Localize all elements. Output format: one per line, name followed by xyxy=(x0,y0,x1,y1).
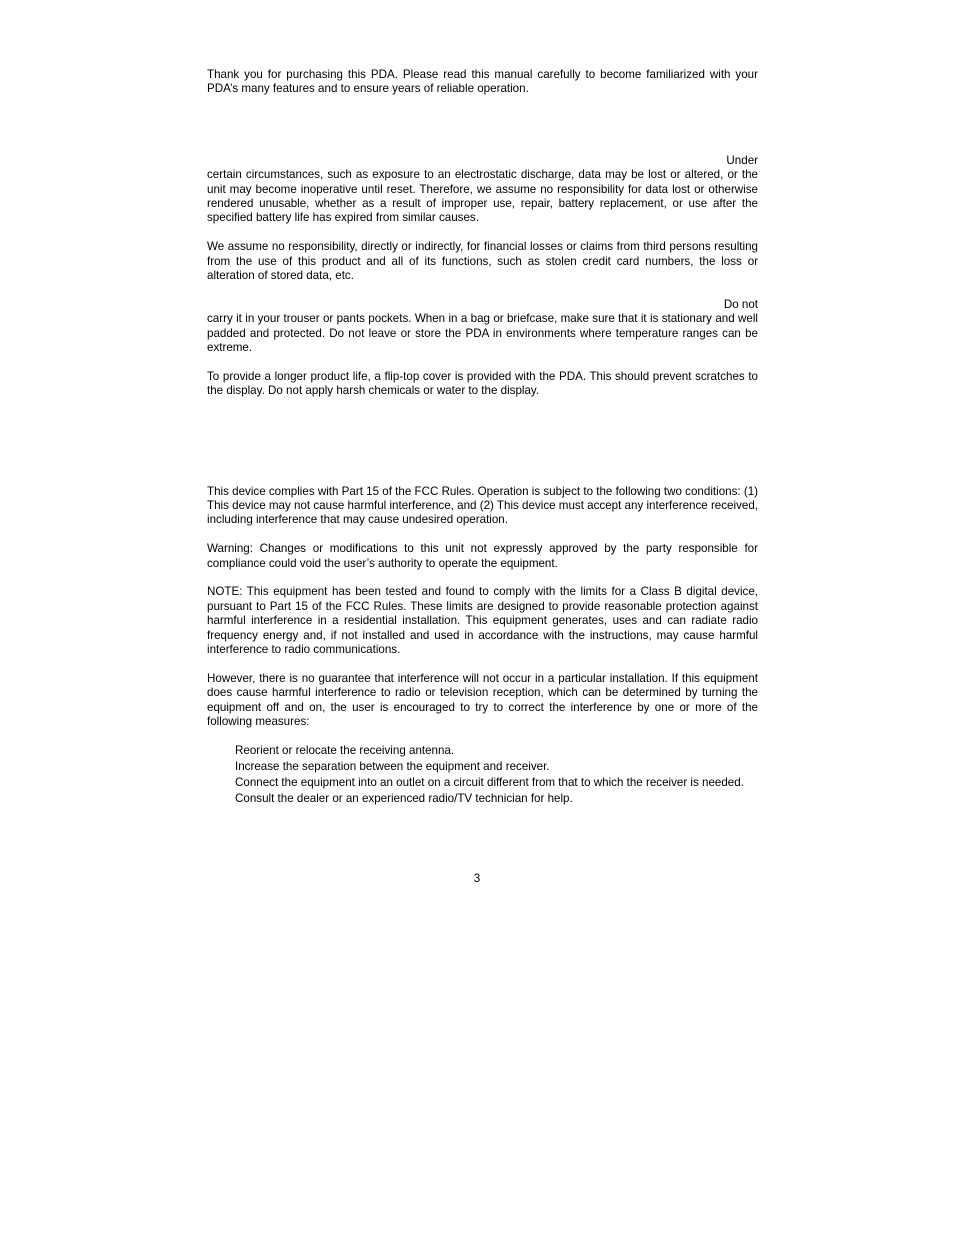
spacer xyxy=(207,226,758,240)
fcc-warning-paragraph: Warning: Changes or modifications to this unit not expressly approved by the party responsible for compliance could void the user’s authority to operate the equipment. xyxy=(207,542,758,570)
cover-paragraph: To provide a longer product life, a flip-top cover is provided with the PDA. This should prevent scratches to the display. Do not apply harsh chemicals or water to the display. xyxy=(207,369,758,398)
spacer xyxy=(207,283,758,297)
liability-paragraph: We assume no responsibility, directly or indirectly, for financial losses or claims from third persons resulting from the use of this product and all of its functions, such as stolen credit card numbers, the loss or alteration of stored data, etc. xyxy=(207,240,758,283)
spacer xyxy=(207,355,758,369)
spacer xyxy=(207,730,758,744)
spacer xyxy=(207,399,758,485)
spacer xyxy=(207,571,758,585)
list-item: Increase the separation between the equipment and receiver. xyxy=(235,759,550,773)
spacer xyxy=(207,97,758,154)
fcc-note-paragraph: NOTE: This equipment has been tested and found to comply with the limits for a Class B digital device, pursuant to Part 15 of the FCC Rules. These limits are designed to provide reasonable protection against harmful interference in a residential installation. This equipment generates, uses and can radiate radio frequency energy and, if not installed and used in accordance with the instructions, may cause harmful interference to radio communications. xyxy=(207,585,758,657)
spacer xyxy=(207,658,758,672)
list-item: Reorient or relocate the receiving antenna. xyxy=(235,743,455,757)
fcc-guarantee-paragraph: However, there is no guarantee that interference will not occur in a particular installation. If this equipment does cause harmful interference to radio or television reception, which can be determined by turning the equipment off and on, the user is encouraged to try to correct the interference by one or more of the following measures: xyxy=(207,671,758,729)
spacer xyxy=(207,528,758,542)
list-item: Connect the equipment into an outlet on a circuit different from that to which the receiver is needed. xyxy=(235,775,744,789)
page-number: 3 xyxy=(473,872,481,885)
manual-page-body xyxy=(207,68,758,808)
data-loss-paragraph: certain circumstances, such as exposure to an electrostatic discharge, data may be lost or altered, or the unit may become inoperative until reset. Therefore, we assume no responsibility for data lost or otherwise rendered unusable, whether as a result of improper use, repair, battery replacement, or use after the specified battery life has expired from similar causes. xyxy=(207,168,758,225)
fcc-compliance-paragraph: This device complies with Part 15 of the FCC Rules. Operation is subject to the following two conditions: (1) This device may not cause harmful interference, and (2) This device must accept any interference received, including interference that may cause undesired operation. xyxy=(207,484,758,527)
data-loss-lead: Under xyxy=(726,153,758,167)
handling-lead: Do not xyxy=(723,297,758,311)
intro-paragraph: Thank you for purchasing this PDA. Please read this manual carefully to become familiarized with your PDA’s many features and to ensure years of reliable operation. xyxy=(207,68,758,96)
measures-list xyxy=(207,744,758,806)
handling-paragraph: carry it in your trouser or pants pockets. When in a bag or briefcase, make sure that it is stationary and well padded and protected. Do not leave or store the PDA in environments where temperature ranges can be extreme. xyxy=(207,312,758,355)
list-item: Consult the dealer or an experienced radio/TV technician for help. xyxy=(235,791,573,805)
